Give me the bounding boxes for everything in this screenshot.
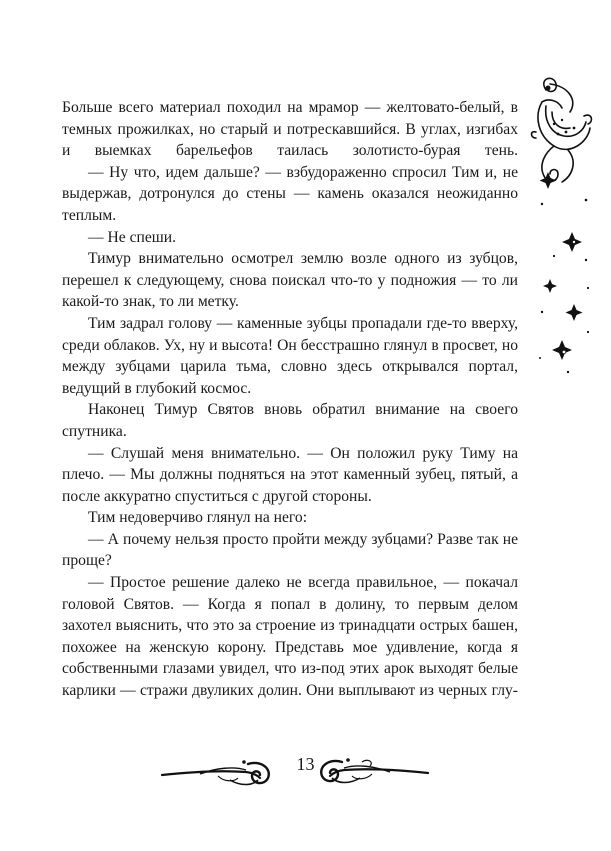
paragraph-6: Наконец Тимур Святов вновь обратил внимание на своего спутника. <box>62 401 518 440</box>
body-text <box>62 97 518 702</box>
swirl-right-ornament-icon <box>312 756 430 786</box>
paragraph-1: Больше всего материал походил на мрамор — желтовато-белый, в темных прожилках, но старый и потрескавшийся. В углах, изгибах и выемках барельефов таилась золотисто-бурая тень. <box>62 99 518 160</box>
vine-stars-ornament-icon <box>528 72 598 382</box>
paragraph-5: Тим задрал голову — каменные зубцы пропадали где-то вверху, среди облаков. Ух, ну и высота! Он бесстрашно глянул в просвет, но между зубцами царила тьма, словно здесь открывался портал, ведущий в глубокий космос. <box>62 314 518 397</box>
paragraph-9: — А почему нельзя просто пройти между зубцами? Разве так не проще? <box>62 530 518 570</box>
paragraph-7: — Слушай меня внимательно. — Он положил руку Тиму на плечо. — Мы должны подняться на этот каменный зубец, пятый, а после аккуратно спуститься с другой стороны. <box>62 444 518 505</box>
page-number: 13 <box>296 754 315 774</box>
paragraph-8: Тим недоверчиво глянул на него: <box>88 509 308 527</box>
paragraph-3: — Не спеши. <box>88 228 177 246</box>
paragraph-4: Тимур внимательно осмотрел землю возле одного из зубцов, перешел к следующему, снова поискал что-то у подножия — то ли какой-то знак, то ли метку. <box>62 250 518 311</box>
paragraph-10: — Простое решение далеко не всегда правильное, — покачал головой Святов. — Когда я попал в долину, то первым делом захотел выяснить, что это за строение из тринадцати острых башен, похожее на женскую корону. Представь мое удивление, когда я собственными глазами увидел, что из-под этих арок выходят белые карлики — стражи двуликих долин. Они выплывают из черных глу- <box>62 574 518 700</box>
paragraph-2: — Ну что, идем дальше? — взбудораженно спросил Тим и, не выдержав, дотронулся до стены — камень оказался неожиданно теплым. <box>62 163 518 224</box>
